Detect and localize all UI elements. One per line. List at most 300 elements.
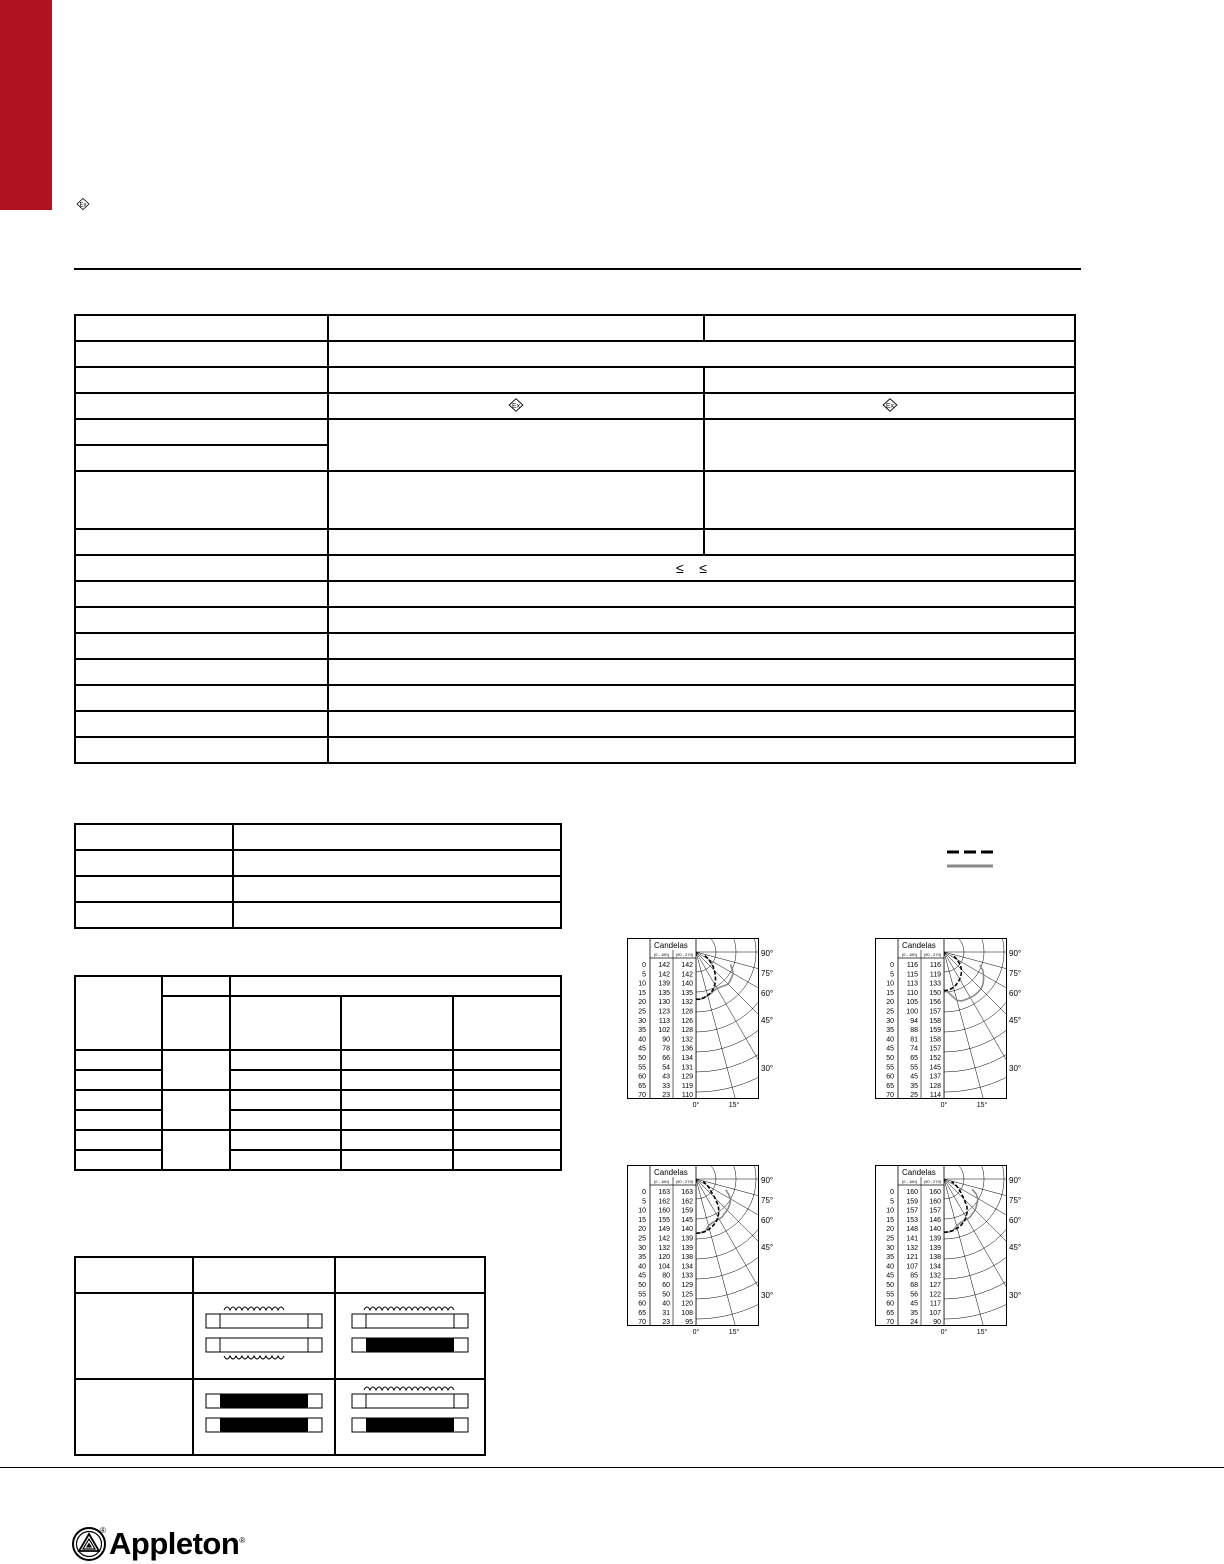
candela-value-b: 117	[929, 1300, 941, 1308]
candela-value-b: 125	[681, 1291, 693, 1299]
lamp-diagram-lit-one	[350, 1300, 470, 1370]
table-row	[75, 1070, 561, 1090]
candela-value-b: 142	[681, 971, 693, 979]
candela-value-b: 146	[929, 1216, 941, 1224]
candela-value-b: 142	[681, 962, 693, 969]
table-row	[75, 659, 1075, 685]
candela-value-a: 120	[658, 1254, 670, 1262]
table-cell	[75, 555, 328, 581]
polar-chart-svg	[875, 938, 1065, 1113]
candela-value-b: 139	[681, 1244, 693, 1252]
table-row	[75, 1379, 485, 1455]
table-cell	[75, 685, 328, 711]
polar-chart-4	[875, 1165, 1065, 1340]
table-cell	[230, 1130, 341, 1150]
table-cell	[335, 1379, 485, 1455]
table-cell	[335, 1257, 485, 1293]
angle-value: 50	[638, 1282, 646, 1289]
column-label: (0 - 180)	[901, 1179, 918, 1184]
table-cell	[75, 824, 233, 850]
candela-value-a: 157	[906, 1207, 918, 1215]
candela-value-a: 104	[658, 1263, 670, 1271]
candela-value-b: 134	[681, 1263, 693, 1271]
candela-value-b: 126	[681, 1017, 693, 1025]
table-cell	[328, 471, 704, 529]
candela-value-a: 74	[910, 1045, 918, 1053]
table-cell	[230, 1050, 341, 1070]
angle-value: 0	[642, 1189, 646, 1196]
candela-value-b: 157	[929, 1207, 941, 1215]
candela-value-a: 135	[658, 989, 670, 997]
angle-value: 25	[638, 1235, 646, 1243]
table-cell	[75, 711, 328, 737]
table-cell	[328, 711, 1075, 737]
candela-value-b: 108	[681, 1309, 693, 1317]
candela-value-a: 155	[658, 1216, 670, 1224]
candela-value-a: 141	[906, 1235, 918, 1243]
table-cell	[75, 445, 328, 471]
candela-value-a: 113	[658, 1017, 670, 1025]
candela-value-a: 35	[910, 1309, 918, 1317]
angle-value: 40	[886, 1263, 894, 1271]
angle-value: 50	[638, 1055, 646, 1062]
table-cell	[453, 1070, 561, 1090]
candela-value-b: 119	[929, 971, 941, 979]
table-cell	[75, 529, 328, 555]
candela-value-b: 157	[929, 1008, 941, 1016]
candela-value-a: 24	[910, 1319, 918, 1327]
table-cell	[75, 633, 328, 659]
angle-value: 65	[886, 1082, 894, 1090]
table-row	[75, 581, 1075, 607]
table-cell	[193, 1293, 335, 1379]
angle-label: 60°	[1009, 1216, 1022, 1225]
candela-value-a: 50	[662, 1291, 670, 1299]
table-cell	[75, 581, 328, 607]
table-cell	[328, 367, 704, 393]
table-cell	[341, 1130, 453, 1150]
table-cell	[75, 367, 328, 393]
candela-value-b: 159	[681, 1207, 693, 1215]
candela-value-a: 159	[906, 1198, 918, 1206]
candela-value-a: 45	[910, 1073, 918, 1081]
candelas-header: Candelas	[654, 941, 688, 950]
section-divider	[74, 268, 1081, 270]
table-row	[75, 711, 1075, 737]
candela-value-a: 153	[906, 1216, 918, 1224]
angle-value: 15	[638, 989, 646, 997]
angle-value: 60	[886, 1073, 894, 1081]
table-cell	[453, 1150, 561, 1170]
table-cell	[704, 419, 1075, 471]
angle-value: 20	[638, 999, 646, 1007]
candela-value-b: 139	[681, 1235, 693, 1243]
candela-value-b: 134	[929, 1263, 941, 1271]
candela-value-a: 113	[906, 980, 918, 988]
table-row	[75, 529, 1075, 555]
table-cell	[233, 824, 561, 850]
candela-value-b: 95	[685, 1319, 693, 1327]
angle-value: 65	[638, 1309, 646, 1317]
table-cell	[162, 996, 230, 1050]
candela-value-b: 159	[929, 1027, 941, 1035]
angle-value: 15	[638, 1216, 646, 1224]
candela-value-b: 163	[681, 1189, 693, 1196]
table-cell	[162, 1090, 230, 1130]
chart-frame	[628, 1166, 759, 1326]
candela-value-b: 138	[929, 1254, 941, 1262]
candela-value-a: 55	[910, 1064, 918, 1072]
candela-value-a: 45	[910, 1300, 918, 1308]
angle-value: 25	[886, 1008, 894, 1016]
angle-label: 0°	[692, 1102, 700, 1109]
table-row	[75, 1110, 561, 1130]
table-cell	[75, 876, 233, 902]
table-cell	[75, 976, 162, 1050]
brand-name: Appleton	[109, 1526, 240, 1561]
angle-value: 50	[886, 1055, 894, 1062]
angle-label: 60°	[761, 1216, 774, 1225]
table-cell	[328, 393, 704, 419]
candela-value-a: 132	[906, 1244, 918, 1252]
candela-value-b: 140	[681, 980, 693, 988]
table-row	[75, 824, 561, 850]
table-row	[75, 876, 561, 902]
table-cell	[75, 471, 328, 529]
specification-table	[74, 314, 1076, 764]
candela-value-b: 160	[929, 1189, 941, 1196]
ex-icon	[76, 197, 90, 215]
angle-value: 5	[642, 1198, 646, 1206]
angle-value: 45	[638, 1045, 646, 1053]
table-cell	[453, 996, 561, 1050]
candela-value-b: 116	[929, 962, 941, 969]
angle-value: 55	[638, 1291, 646, 1299]
table-cell	[162, 1130, 230, 1170]
candela-value-a: 35	[910, 1082, 918, 1090]
candela-value-a: 23	[662, 1319, 670, 1327]
candela-value-b: 145	[929, 1064, 941, 1072]
angle-value: 0	[642, 962, 646, 969]
candela-value-a: 130	[658, 999, 670, 1007]
candela-value-b: 134	[681, 1055, 693, 1062]
table-cell	[75, 393, 328, 419]
angle-label: 15°	[728, 1329, 740, 1336]
leq-symbol: ≤	[676, 560, 684, 576]
table-cell	[453, 1090, 561, 1110]
candela-value-b: 158	[929, 1036, 941, 1044]
table-cell	[75, 607, 328, 633]
angle-value: 30	[638, 1244, 646, 1252]
candela-value-b: 128	[681, 1027, 693, 1035]
angle-value: 65	[886, 1309, 894, 1317]
candela-value-b: 132	[929, 1272, 941, 1280]
table-cell	[75, 1090, 162, 1110]
candela-value-a: 160	[906, 1189, 918, 1196]
angle-value: 20	[638, 1226, 646, 1234]
angle-value: 5	[890, 971, 894, 979]
candela-value-a: 123	[658, 1008, 670, 1016]
column-label: (90 - 270)	[923, 952, 942, 957]
angle-label: 30°	[1009, 1291, 1022, 1300]
angle-value: 35	[886, 1254, 894, 1262]
column-label: (0 - 180)	[901, 952, 918, 957]
candela-value-b: 107	[929, 1309, 941, 1317]
angle-value: 60	[638, 1300, 646, 1308]
table-row	[75, 902, 561, 928]
candela-value-a: 142	[658, 971, 670, 979]
angle-value: 15	[886, 1216, 894, 1224]
angle-value: 20	[886, 1226, 894, 1234]
candela-value-b: 136	[681, 1045, 693, 1053]
angle-label: 15°	[728, 1102, 740, 1109]
table-row	[75, 1050, 561, 1070]
table-row	[75, 976, 561, 996]
table-cell	[230, 1150, 341, 1170]
table-cell	[328, 581, 1075, 607]
column-label: (0 - 180)	[653, 952, 670, 957]
registered-mark: ®	[239, 1535, 246, 1545]
angle-label: 75°	[761, 1196, 774, 1205]
candela-value-a: 40	[662, 1300, 670, 1308]
chart-frame	[876, 1166, 1007, 1326]
table-row	[75, 607, 1075, 633]
candela-value-b: 129	[681, 1073, 693, 1081]
candela-value-b: 138	[681, 1254, 693, 1262]
candela-value-a: 60	[662, 1282, 670, 1289]
candela-value-b: 114	[929, 1092, 941, 1100]
angle-label: 15°	[976, 1329, 988, 1336]
table-cell	[704, 529, 1075, 555]
table-cell	[328, 529, 704, 555]
candela-value-b: 128	[929, 1082, 941, 1090]
table-cell	[704, 471, 1075, 529]
angle-value: 70	[638, 1092, 646, 1100]
angle-value: 30	[638, 1017, 646, 1025]
table-cell	[328, 315, 704, 341]
angle-label: 45°	[761, 1243, 774, 1252]
table-cell	[233, 876, 561, 902]
candela-value-a: 31	[662, 1309, 670, 1317]
table-cell	[75, 1110, 162, 1130]
table-cell	[341, 1150, 453, 1170]
polar-chart-svg	[875, 1165, 1065, 1340]
angle-label: 15°	[976, 1102, 988, 1109]
table-row	[75, 471, 1075, 529]
lamp-diagram-lit-top	[350, 1386, 470, 1446]
table-cell	[328, 737, 1075, 763]
candela-value-a: 66	[662, 1055, 670, 1062]
candela-value-b: 139	[929, 1244, 941, 1252]
table-cell	[75, 1257, 193, 1293]
angle-value: 10	[638, 980, 646, 988]
candela-value-a: 85	[910, 1272, 918, 1280]
lamp-diagram-off-both	[204, 1386, 324, 1446]
angle-value: 15	[886, 989, 894, 997]
angle-label: 60°	[761, 989, 774, 998]
candela-value-a: 162	[658, 1198, 670, 1206]
candela-value-b: 127	[929, 1282, 941, 1289]
table-row	[75, 419, 1075, 445]
candela-value-b: 139	[929, 1235, 941, 1243]
angle-label: 45°	[761, 1016, 774, 1025]
angle-value: 10	[886, 980, 894, 988]
column-label: (0 - 180)	[653, 1179, 670, 1184]
angle-value: 25	[886, 1235, 894, 1243]
angle-value: 40	[638, 1036, 646, 1044]
candela-value-a: 160	[658, 1207, 670, 1215]
candela-value-a: 107	[906, 1263, 918, 1271]
table-cell	[341, 1070, 453, 1090]
candela-value-b: 156	[929, 999, 941, 1007]
table-cell	[75, 1379, 193, 1455]
angle-label: 75°	[1009, 1196, 1022, 1205]
candela-value-a: 80	[662, 1272, 670, 1280]
svg-text:Ex: Ex	[79, 202, 87, 209]
angle-label: 30°	[761, 1064, 774, 1073]
angle-label: 90°	[1009, 949, 1022, 958]
candela-value-b: 150	[929, 989, 941, 997]
table-cell	[75, 341, 328, 367]
angle-value: 0	[890, 1189, 894, 1196]
lamp-diagram-lit-both	[204, 1300, 324, 1370]
polar-chart-svg	[627, 938, 817, 1113]
angle-value: 0	[890, 962, 894, 969]
table-cell	[193, 1379, 335, 1455]
table-cell	[328, 659, 1075, 685]
table-row	[75, 315, 1075, 341]
table-row	[75, 1257, 485, 1293]
table-row	[75, 1293, 485, 1379]
candela-value-a: 148	[906, 1226, 918, 1234]
table-cell	[75, 315, 328, 341]
table-cell	[341, 1110, 453, 1130]
table-row	[75, 555, 1075, 581]
table-cell	[328, 555, 1075, 581]
svg-text:Ex: Ex	[885, 402, 894, 410]
angle-label: 90°	[1009, 1176, 1022, 1185]
candela-value-b: 122	[929, 1291, 941, 1299]
table-cell	[75, 1150, 162, 1170]
candela-value-a: 78	[662, 1045, 670, 1053]
candela-value-b: 133	[929, 980, 941, 988]
ex-icon	[508, 403, 524, 415]
angle-value: 35	[638, 1254, 646, 1262]
candelas-header: Candelas	[902, 1168, 936, 1177]
angle-label: 0°	[940, 1102, 948, 1109]
table-cell	[230, 1070, 341, 1090]
candela-value-a: 110	[906, 989, 918, 997]
polar-chart-1	[627, 938, 817, 1113]
table-cell	[230, 976, 561, 996]
candela-value-b: 119	[681, 1082, 693, 1090]
candela-value-b: 160	[929, 1198, 941, 1206]
angle-label: 75°	[1009, 969, 1022, 978]
table-cell	[162, 976, 230, 996]
table-cell	[704, 367, 1075, 393]
table-cell	[341, 1090, 453, 1110]
table-cell	[75, 419, 328, 445]
angle-value: 35	[638, 1027, 646, 1035]
angle-value: 35	[886, 1027, 894, 1035]
angle-value: 70	[638, 1319, 646, 1327]
candelas-header: Candelas	[902, 941, 936, 950]
angle-label: 0°	[940, 1329, 948, 1336]
table-row	[75, 685, 1075, 711]
angle-label: 75°	[761, 969, 774, 978]
candela-value-a: 132	[658, 1244, 670, 1252]
table-cell	[230, 1110, 341, 1130]
angle-value: 55	[638, 1064, 646, 1072]
chart-frame	[876, 939, 1007, 1099]
angle-value: 30	[886, 1244, 894, 1252]
candela-value-a: 65	[910, 1055, 918, 1062]
angle-value: 45	[886, 1272, 894, 1280]
brand-color-bar	[0, 0, 52, 210]
table-cell	[328, 341, 1075, 367]
candela-value-b: 132	[681, 1036, 693, 1044]
angle-value: 55	[886, 1064, 894, 1072]
table-cell	[453, 1050, 561, 1070]
angle-value: 10	[886, 1207, 894, 1215]
table-row	[75, 737, 1075, 763]
table-cell	[328, 607, 1075, 633]
angle-value: 30	[886, 1017, 894, 1025]
angle-value: 70	[886, 1319, 894, 1327]
table-cell	[230, 1090, 341, 1110]
candela-value-a: 81	[910, 1036, 918, 1044]
candela-value-a: 23	[662, 1092, 670, 1100]
candela-value-a: 54	[662, 1064, 670, 1072]
candela-value-a: 139	[658, 980, 670, 988]
table-cell	[704, 315, 1075, 341]
table-row	[75, 850, 561, 876]
angle-value: 40	[886, 1036, 894, 1044]
angle-value: 25	[638, 1008, 646, 1016]
angle-label: 90°	[761, 1176, 774, 1185]
registered-mark: ®	[100, 1526, 106, 1535]
table-cell	[230, 996, 341, 1050]
candela-value-b: 120	[681, 1300, 693, 1308]
table-cell	[162, 1050, 230, 1090]
ratings-table	[74, 975, 562, 1171]
candela-value-a: 88	[910, 1027, 918, 1035]
options-table	[74, 823, 562, 929]
candela-value-a: 102	[658, 1027, 670, 1035]
candela-value-a: 116	[906, 962, 918, 969]
table-row	[75, 1130, 561, 1150]
angle-label: 30°	[1009, 1064, 1022, 1073]
table-row	[75, 1150, 561, 1170]
table-cell	[75, 1050, 162, 1070]
candela-value-a: 142	[658, 1235, 670, 1243]
candela-value-a: 25	[910, 1092, 918, 1100]
table-cell	[75, 902, 233, 928]
candela-value-b: 135	[681, 989, 693, 997]
table-cell	[335, 1293, 485, 1379]
candela-value-a: 142	[658, 962, 670, 969]
candela-value-a: 94	[910, 1017, 918, 1025]
candela-value-a: 115	[906, 971, 918, 979]
leq-symbol: ≤	[699, 560, 707, 576]
angle-value: 60	[638, 1073, 646, 1081]
table-cell	[328, 633, 1075, 659]
candela-value-b: 110	[681, 1092, 693, 1100]
candela-value-b: 162	[681, 1198, 693, 1206]
candela-value-a: 43	[662, 1073, 670, 1081]
angle-value: 10	[638, 1207, 646, 1215]
angle-value: 20	[886, 999, 894, 1007]
